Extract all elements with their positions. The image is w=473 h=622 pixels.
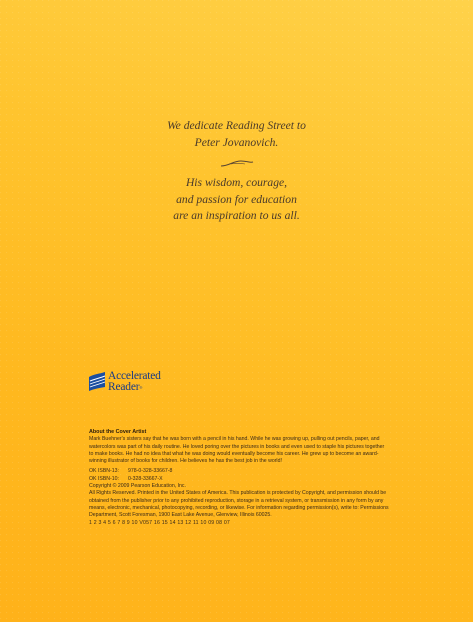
about-heading: About the Cover Artist	[89, 429, 147, 435]
isbn-13-row	[89, 468, 389, 475]
print-numbers: 1 2 3 4 5 6 7 8 9 10 V057 16 15 14 13 12 11 10 09 08 07	[89, 519, 230, 526]
book-swoosh-icon	[88, 371, 106, 393]
isbn-13-value: 978-0-328-33667-8	[128, 468, 173, 475]
logo-word-reader: Reader®	[108, 381, 143, 393]
logo-word-accelerated: Accelerated	[108, 370, 161, 382]
isbn-10-label: OK ISBN-10:	[89, 475, 119, 482]
rights-statement: All Rights Reserved. Printed in the United States of America. This publication is protected by Copyright, and permission should be obtained from the publisher prior to any prohibited reproduction, storage in a retrieval system, or transmission in any form by any means, electronic, mechanical, photocopying, recording, or likewise. For information regarding permission(s), write to: Permissions Department, Scott Foresman, 1900 East Lake Avenue, Glenview, Illinois 60025.	[89, 490, 389, 519]
dedication-line-3: His wisdom, courage,	[185, 176, 288, 189]
dedication-line-2: Peter Jovanovich.	[194, 135, 279, 149]
dedication-line-4: and passion for education	[176, 192, 297, 206]
trademark-symbol: ®	[139, 385, 143, 390]
isbn-10-value: 0-328-33667-X	[128, 475, 163, 482]
colophon	[89, 429, 389, 527]
dedication-line-5: are an inspiration to us all.	[173, 209, 300, 222]
accelerated-reader-logo	[88, 369, 178, 395]
dedication	[0, 118, 473, 225]
isbn-13-label: OK ISBN-13:	[89, 468, 119, 475]
flourish-ornament-icon	[219, 158, 255, 168]
dedication-line-1: We dedicate Reading Street to	[167, 119, 306, 132]
copyright-line: Copyright © 2009 Pearson Education, Inc.	[89, 483, 186, 490]
isbn-block	[89, 468, 389, 483]
about-text: Mark Buehner's sisters say that he was born with a pencil in his hand. While he was growing up, pulling out pencils, paper, and watercolors was part of his daily routine. He loved poring over the pictures in books and even used to staple his pictures together to make books. He had no idea that what he was doing would eventually become his career. He grew up to become an award-winning illustrator of books for children. He believes he has the best job in the world!	[89, 436, 385, 465]
isbn-10-row	[89, 476, 389, 483]
